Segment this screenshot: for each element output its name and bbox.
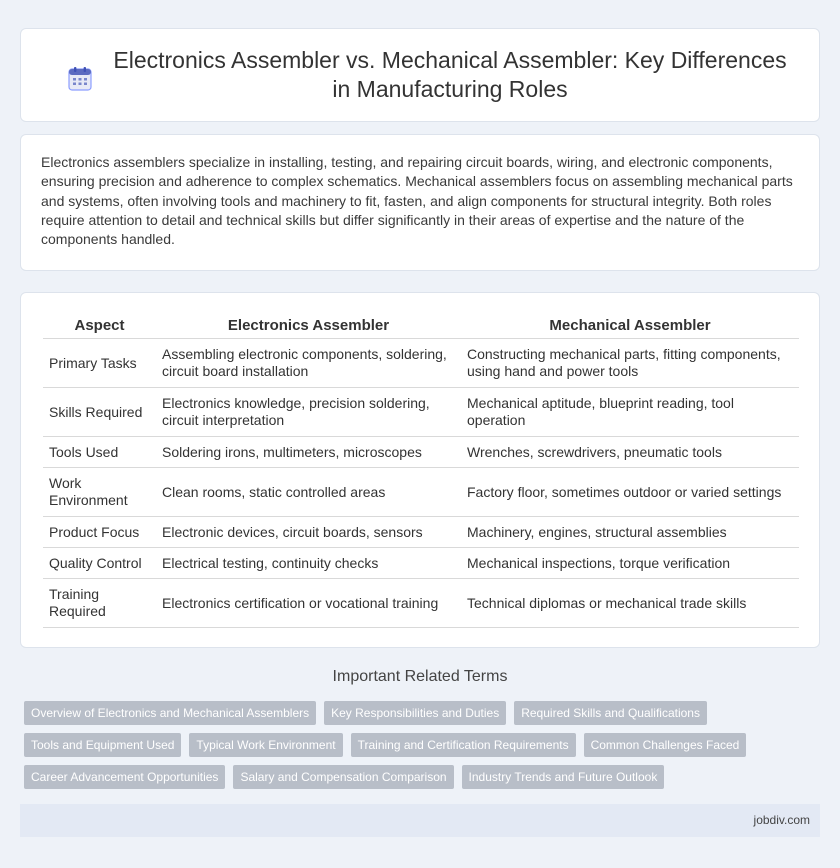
row-aspect: Primary Tasks (43, 339, 156, 388)
related-terms-tags (24, 701, 824, 797)
footer (20, 804, 820, 837)
table-row (43, 468, 799, 517)
table-row (43, 437, 799, 468)
related-term-tag[interactable]: Key Responsibilities and Duties (324, 701, 506, 725)
related-term-tag[interactable]: Common Challenges Faced (584, 733, 747, 757)
row-electronics: Electronics certification or vocational training (156, 579, 461, 628)
row-electronics: Electronic devices, circuit boards, sensors (156, 517, 461, 548)
page-title: Electronics Assembler vs. Mechanical Assembler: Key Differences in Manufacturing Roles (113, 47, 787, 102)
row-aspect: Training Required (43, 579, 156, 628)
row-mechanical: Mechanical aptitude, blueprint reading, tool operation (461, 388, 799, 437)
row-aspect: Skills Required (43, 388, 156, 437)
related-term-tag[interactable]: Overview of Electronics and Mechanical Assemblers (24, 701, 316, 725)
related-term-tag[interactable]: Career Advancement Opportunities (24, 765, 225, 789)
table-row (43, 388, 799, 437)
row-electronics: Assembling electronic components, soldering, circuit board installation (156, 339, 461, 388)
row-mechanical: Mechanical inspections, torque verification (461, 548, 799, 579)
row-aspect: Tools Used (43, 437, 156, 468)
row-aspect: Product Focus (43, 517, 156, 548)
related-terms-section (0, 668, 840, 784)
related-terms-title: Important Related Terms (332, 668, 508, 685)
comparison-table-card (20, 292, 820, 648)
row-aspect: Quality Control (43, 548, 156, 579)
row-electronics: Clean rooms, static controlled areas (156, 468, 461, 517)
title-card (20, 28, 820, 122)
table-row (43, 339, 799, 388)
comparison-table (43, 309, 799, 628)
tag-row (24, 733, 824, 757)
row-mechanical: Technical diplomas or mechanical trade skills (461, 579, 799, 628)
tag-row (24, 765, 824, 789)
row-electronics: Soldering irons, multimeters, microscopes (156, 437, 461, 468)
related-term-tag[interactable]: Typical Work Environment (189, 733, 342, 757)
calendar-icon (67, 66, 93, 92)
row-mechanical: Machinery, engines, structural assemblies (461, 517, 799, 548)
related-term-tag[interactable]: Tools and Equipment Used (24, 733, 181, 757)
row-electronics: Electronics knowledge, precision soldering, circuit interpretation (156, 388, 461, 437)
row-mechanical: Factory floor, sometimes outdoor or varied settings (461, 468, 799, 517)
header-electronics: Electronics Assembler (156, 309, 461, 339)
related-term-tag[interactable]: Training and Certification Requirements (351, 733, 576, 757)
row-mechanical: Constructing mechanical parts, fitting components, using hand and power tools (461, 339, 799, 388)
row-aspect: Work Environment (43, 468, 156, 517)
table-row (43, 579, 799, 628)
row-mechanical: Wrenches, screwdrivers, pneumatic tools (461, 437, 799, 468)
intro-card (20, 134, 820, 271)
related-term-tag[interactable]: Salary and Compensation Comparison (233, 765, 453, 789)
table-row (43, 517, 799, 548)
row-electronics: Electrical testing, continuity checks (156, 548, 461, 579)
header-mechanical: Mechanical Assembler (461, 309, 799, 339)
footer-site-link[interactable]: jobdiv.com (753, 813, 810, 827)
related-term-tag[interactable]: Industry Trends and Future Outlook (462, 765, 665, 789)
related-term-tag[interactable]: Required Skills and Qualifications (514, 701, 707, 725)
header-aspect: Aspect (43, 309, 156, 339)
table-row (43, 548, 799, 579)
tag-row (24, 701, 824, 725)
intro-text: Electronics assemblers specialize in installing, testing, and repairing circuit boards, wiring, and electronic components, ensuring precision and adherence to complex schematics. Mechanical assemblers focus on assembling mechanical parts and systems, often involving tools and machinery to fit, fasten, and align components for structural integrity. Both roles require attention to detail and technical skills but differ significantly in their areas of expertise and the nature of the components handled. (41, 154, 793, 248)
